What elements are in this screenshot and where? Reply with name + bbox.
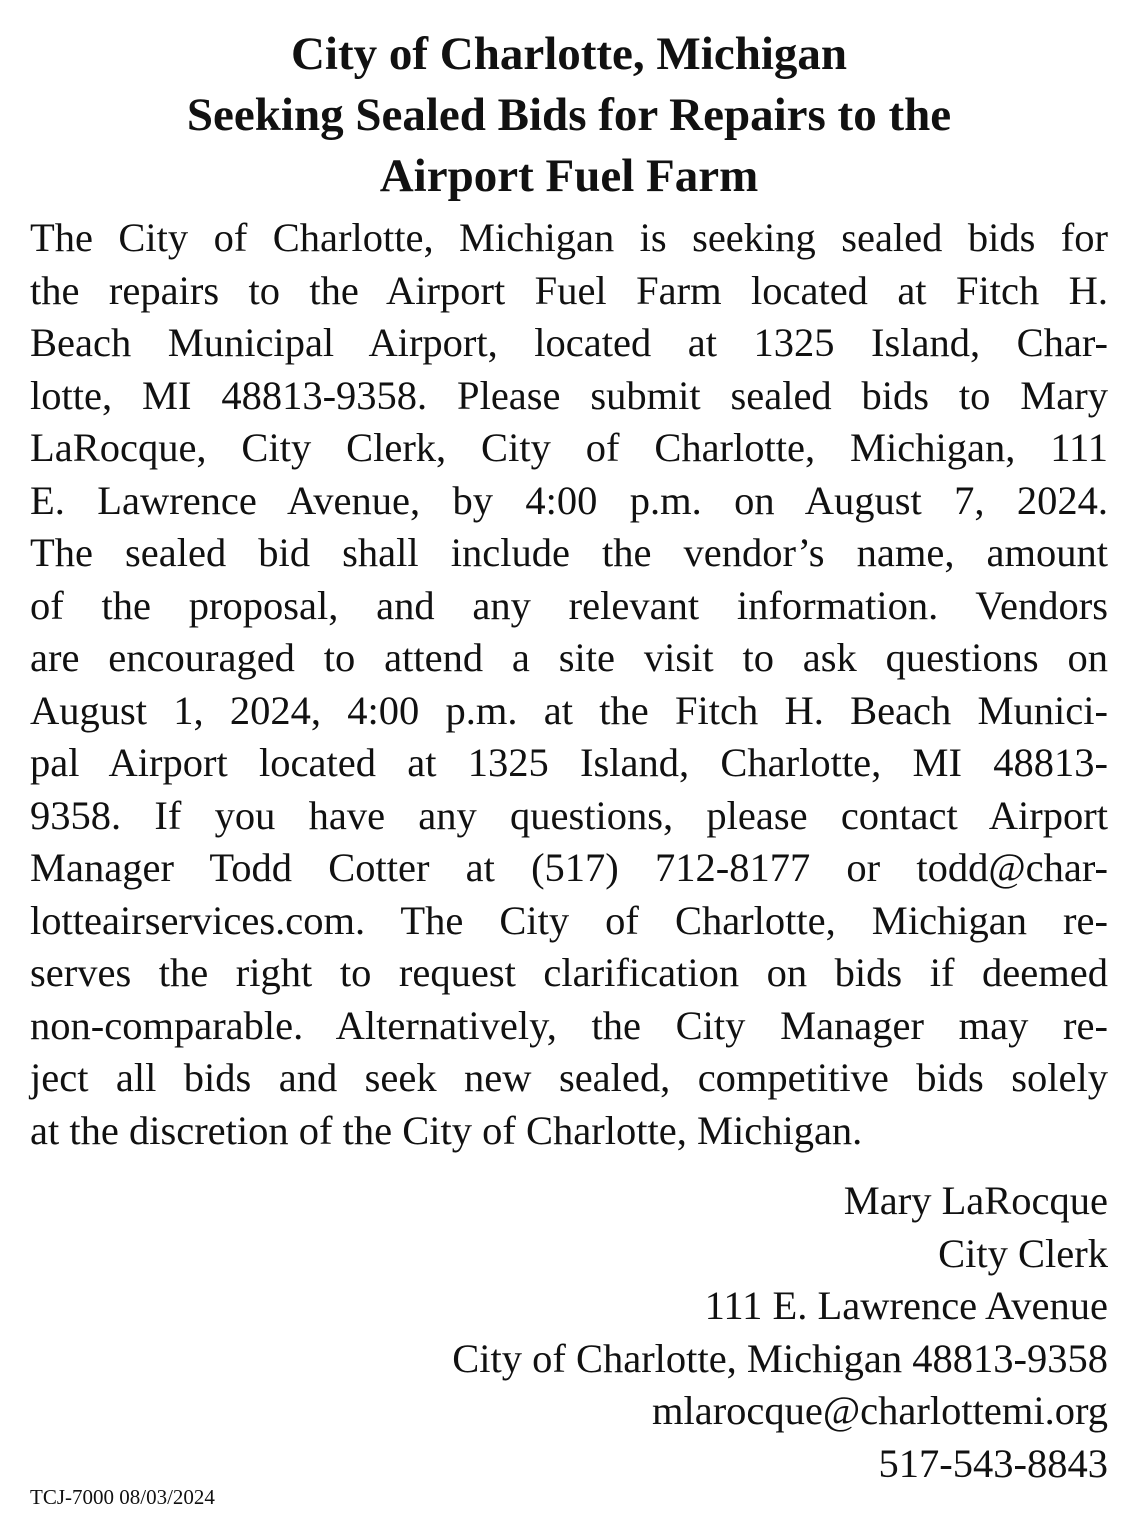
body-line: serves the right to request clarification on bids if deemed	[30, 950, 1108, 995]
body-line: 9358. If you have any questions, please contact Airport	[30, 792, 1108, 838]
signature-phone: 517-543-8843	[878, 1440, 1108, 1486]
body-line: lotte, MI 48813-9358. Please submit sealed bids to Mary	[30, 372, 1108, 418]
signature-name: Mary LaRocque	[843, 1178, 1108, 1223]
body-line: August 1, 2024, 4:00 p.m. at the Fitch H. Beach Munici-	[30, 687, 1108, 733]
body-line: are encouraged to attend a site visit to ask questions on	[30, 635, 1108, 680]
signature-block	[452, 1175, 1108, 1490]
title-line-1: City of Charlotte, Michigan	[290, 28, 848, 80]
body-line: lotteairservices.com. The City of Charlotte, Michigan re-	[30, 897, 1108, 943]
signature-email: mlarocque@charlottemi.org	[651, 1388, 1108, 1433]
body-line: pal Airport located at 1325 Island, Charlotte, MI 48813-	[30, 740, 1108, 785]
body-line: E. Lawrence Avenue, by 4:00 p.m. on August 7, 2024.	[30, 477, 1108, 523]
notice-title	[30, 24, 1108, 207]
body-line: ject all bids and seek new sealed, competitive bids solely	[30, 1055, 1108, 1100]
body-line: of the proposal, and any relevant information. Vendors	[30, 582, 1108, 628]
signature-title: City Clerk	[938, 1230, 1108, 1276]
body-line: LaRocque, City Clerk, City of Charlotte, Michigan, 111	[30, 425, 1108, 470]
signature-address: 111 E. Lawrence Avenue	[704, 1283, 1108, 1328]
body-line: non-comparable. Alternatively, the City Manager may re-	[30, 1002, 1108, 1048]
body-line: Manager Todd Cotter at (517) 712-8177 or todd@char-	[30, 845, 1108, 890]
publication-code: TCJ-7000 08/03/2024	[30, 1485, 215, 1509]
body-line: Beach Municipal Airport, located at 1325 Island, Char-	[30, 320, 1108, 365]
title-line-2: Seeking Sealed Bids for Repairs to the	[186, 89, 952, 141]
body-line: at the discretion of the City of Charlotte, Michigan.	[30, 1107, 863, 1153]
title-line-3: Airport Fuel Farm	[379, 150, 759, 202]
body-line: The City of Charlotte, Michigan is seeking sealed bids for	[30, 215, 1108, 260]
signature-city: City of Charlotte, Michigan 48813-9358	[452, 1335, 1108, 1381]
notice-body	[30, 212, 1108, 1157]
body-line: the repairs to the Airport Fuel Farm located at Fitch H.	[30, 267, 1108, 313]
body-line: The sealed bid shall include the vendor’s name, amount	[30, 530, 1108, 575]
